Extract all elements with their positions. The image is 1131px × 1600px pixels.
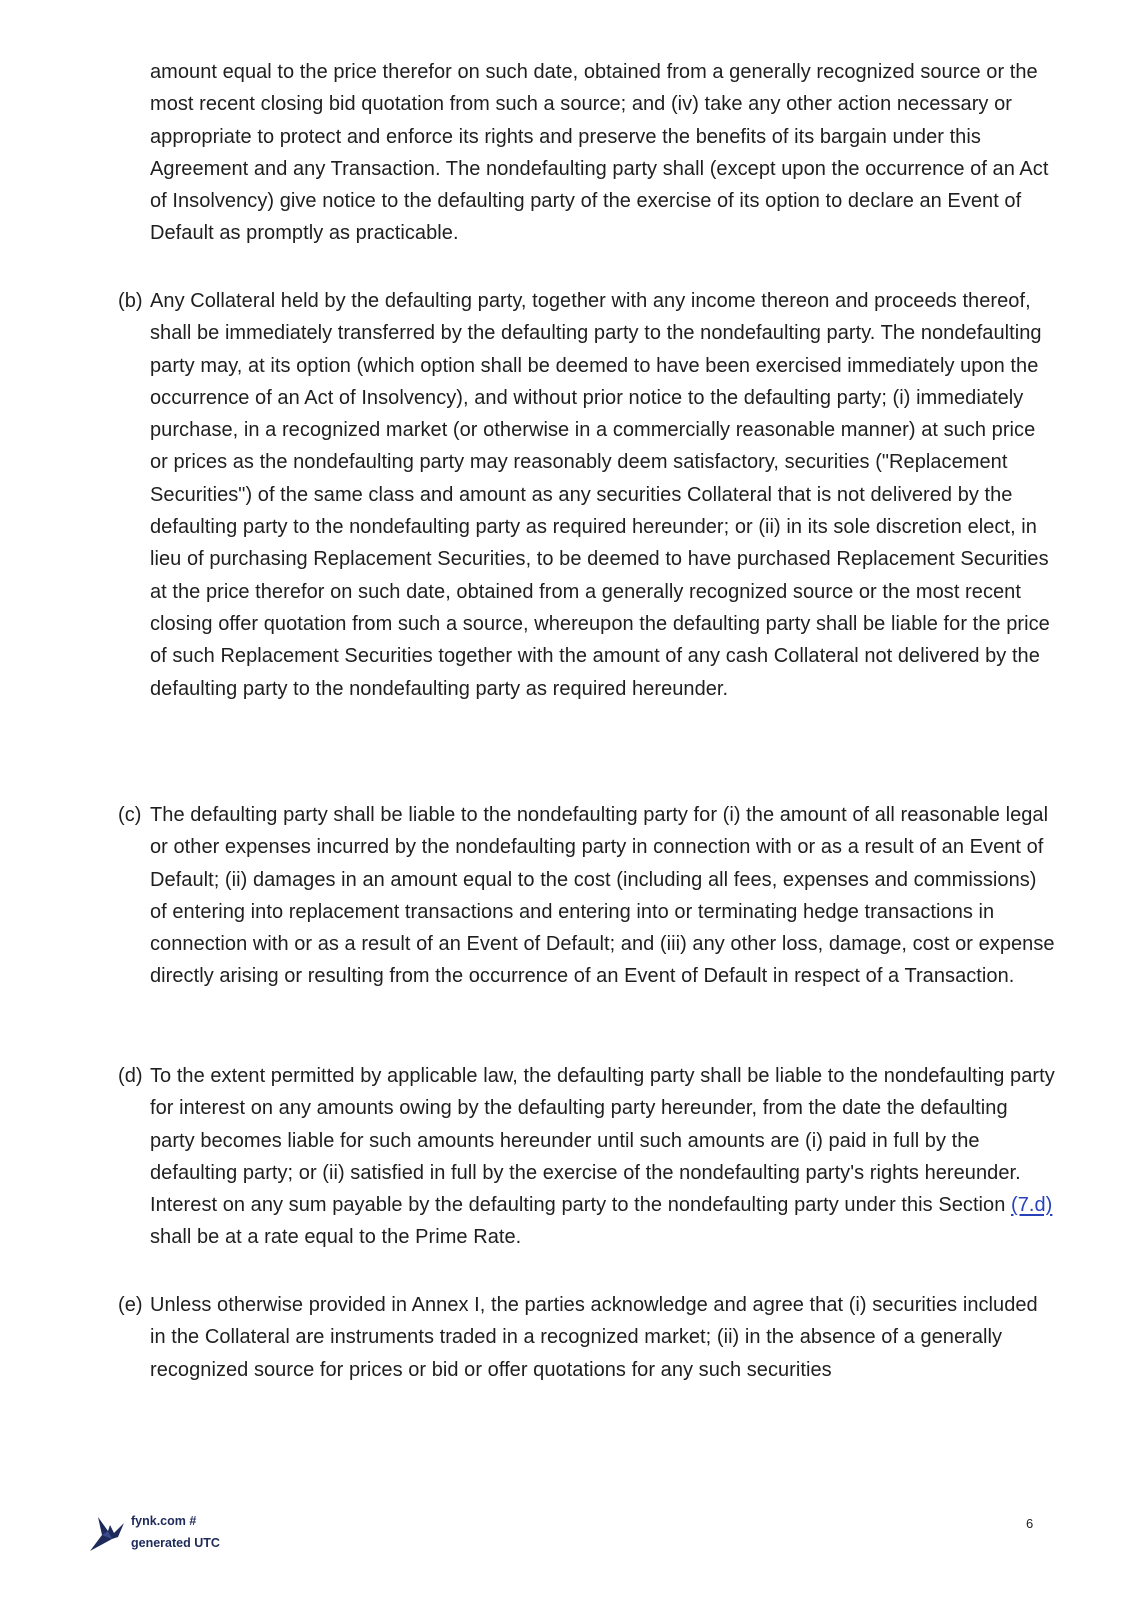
paragraph-b [118, 285, 1055, 705]
paragraph-text-before-link: To the extent permitted by applicable law, the defaulting party shall be liable to the nondefaulting party for interest on any amounts owing by the defaulting party hereunder, from the date the defaulting party becomes liable for such amounts hereunder until such amounts are (i) paid in full by the defaulting party; or (ii) satisfied in full by the exercise of the nondefaulting party's rights hereunder. Interest on any sum payable by the defaulting party to the nondefaulting party under this Section [150, 1065, 1055, 1217]
paragraph-text: Any Collateral held by the defaulting party, together with any income thereon and proceeds thereof, shall be immediately transferred by the defaulting party to the nondefaulting party. The nondefaulting party may, at its option (which option shall be deemed to have been exercised immediately upon the occurrence of an Act of Insolvency), and without prior notice to the defaulting party; (i) immediately purchase, in a recognized market (or otherwise in a commercially reasonable manner) at such price or prices as the nondefaulting party may reasonably deem satisfactory, securities ("Replacement Securities") of the same class and amount as any securities Collateral that is not delivered by the defaulting party to the nondefaulting party as required hereunder; or (ii) in its sole discretion elect, in lieu of purchasing Replacement Securities, to be deemed to have purchased Replacement Securities at the price therefor on such date, obtained from a generally recognized source or the most recent closing offer quotation from such a source, whereupon the defaulting party shall be liable for the price of such Replacement Securities together with the amount of any cash Collateral not delivered by the defaulting party to the nondefaulting party as required hereunder. [150, 290, 1050, 700]
paragraph-label: (d) [118, 1065, 143, 1087]
page-number: 6 [1026, 1516, 1034, 1531]
footer-generated: generated UTC [131, 1536, 220, 1550]
section-7d-link[interactable]: (7.d) [1011, 1194, 1053, 1217]
paragraph-text: The defaulting party shall be liable to the nondefaulting party for (i) the amount of all reasonable legal or other expenses incurred by the nondefaulting party in connection with or as a result of an Event of Default; (ii) damages in an amount equal to the cost (including all fees, expenses and commissions) of entering into replacement transactions and entering into or terminating hedge transactions in connection with or as a result of an Event of Default; and (iii) any other loss, damage, cost or expense directly arising or resulting from the occurrence of an Event of Default in respect of a Transaction. [150, 804, 1055, 988]
footer-site[interactable]: fynk.com # [131, 1514, 197, 1528]
paragraph-text [150, 1060, 1055, 1254]
paragraph-text-after-link: shall be at a rate equal to the Prime Rate. [150, 1226, 522, 1249]
footer-text [131, 1510, 220, 1554]
paragraph-label: (c) [118, 804, 142, 826]
paragraph-text: amount equal to the price therefor on such date, obtained from a generally recognized source or the most recent closing bid quotation from such a source; and (iv) take any other action necessary or appropriate to protect and enforce its rights and preserve the benefits of its bargain under this Agreement and any Transaction. The nondefaulting party shall (except upon the occurrence of an Act of Insolvency) give notice to the defaulting party of the exercise of its option to declare an Event of Default as promptly as practicable. [150, 61, 1049, 245]
fynk-bird-logo-icon [88, 1511, 134, 1553]
paragraph-e [118, 1289, 1055, 1386]
paragraph-label: (e) [118, 1294, 143, 1316]
paragraph-d [118, 1060, 1055, 1254]
paragraph-text: Unless otherwise provided in Annex I, the parties acknowledge and agree that (i) securities included in the Collateral are instruments traded in a recognized market; (ii) in the absence of a generally recognized source for prices or bid or offer quotations for any such securities [150, 1294, 1038, 1381]
paragraph-label: (b) [118, 290, 143, 312]
paragraph-a-continuation [150, 56, 1055, 250]
paragraph-c [118, 799, 1055, 993]
